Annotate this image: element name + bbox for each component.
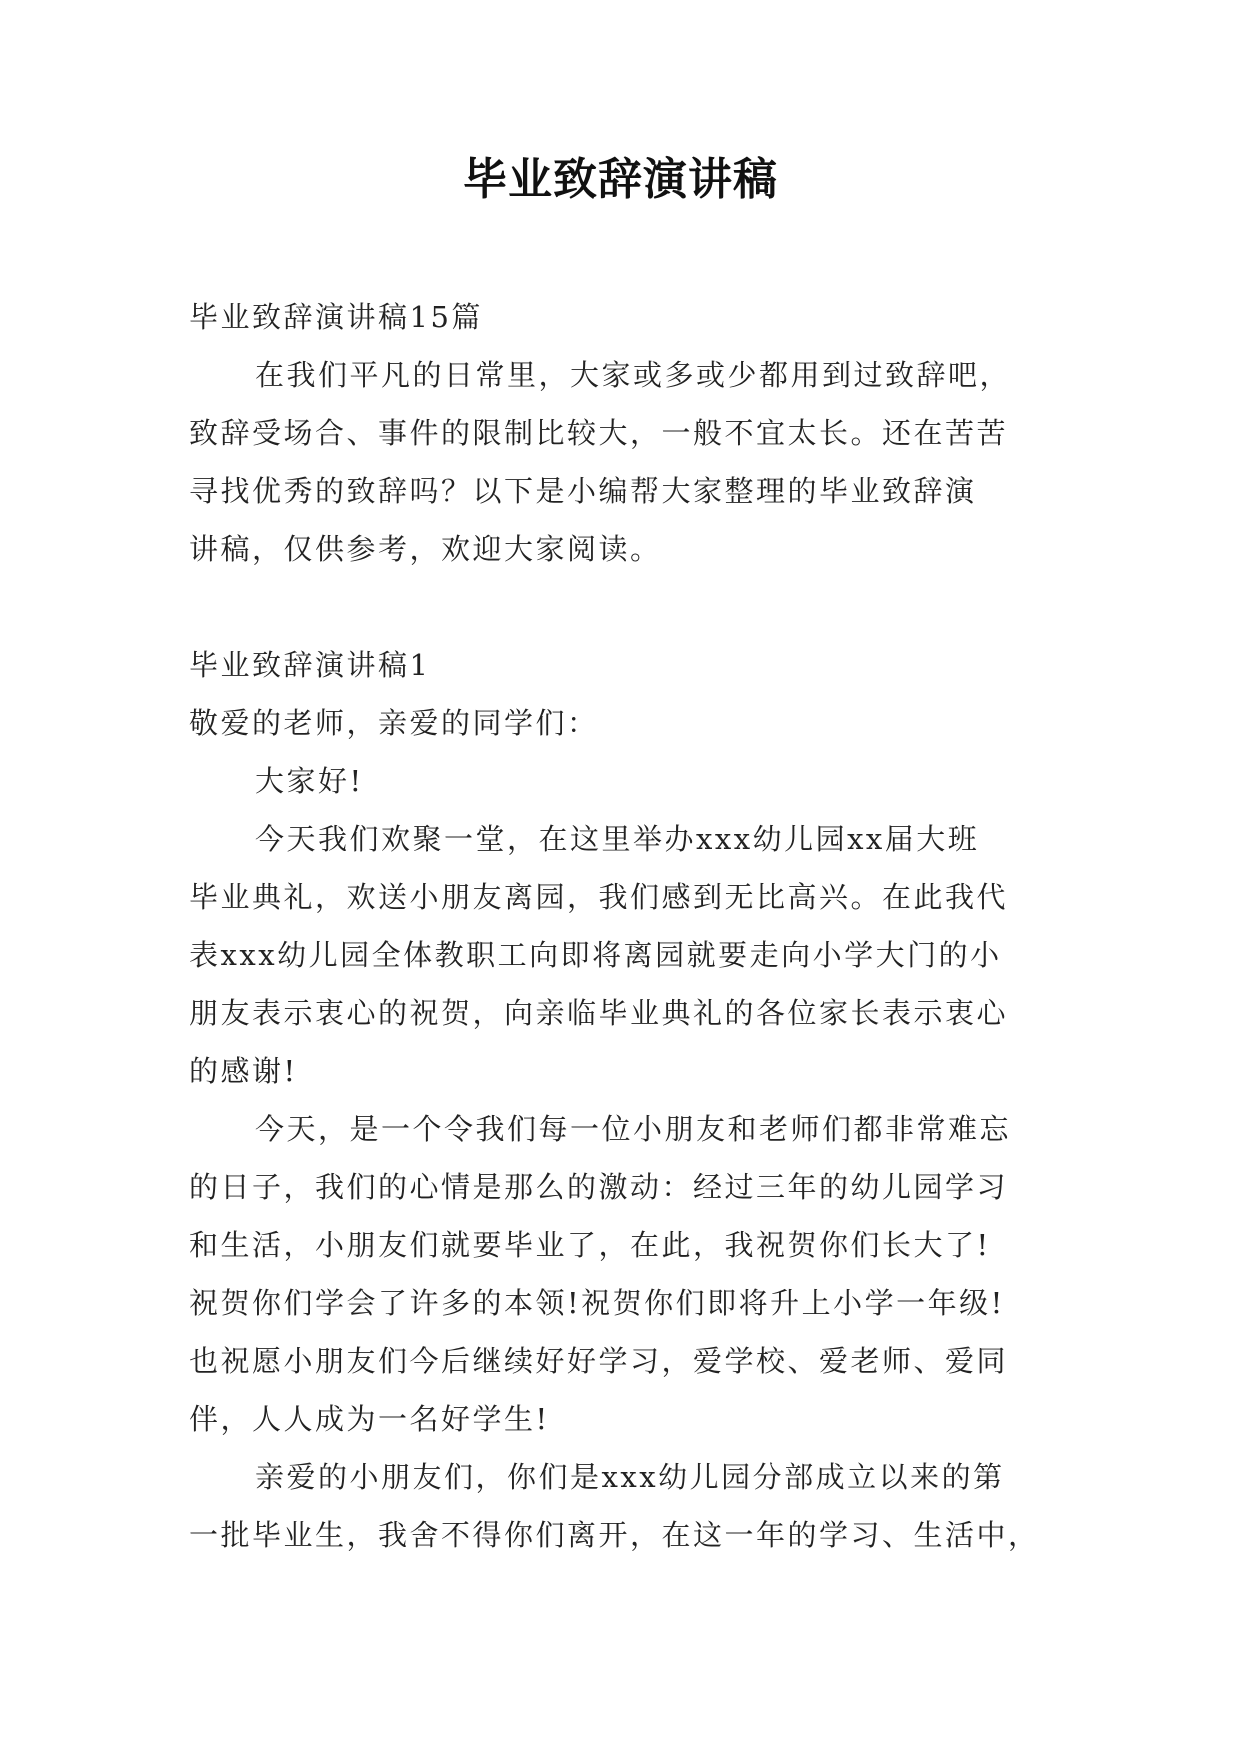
text-line: 毕业致辞演讲稿1 [189,648,431,682]
paragraph-gap [189,578,1069,636]
text-line: 和生活，小朋友们就要毕业了，在此，我祝贺你们长大了! [189,1228,991,1262]
document-body [189,288,1069,1564]
text-line: 表xxx幼儿园全体教职工向即将离园就要走向小学大门的小 [189,938,1002,972]
text-line: 朋友表示衷心的祝贺，向亲临毕业典礼的各位家长表示衷心 [189,996,1009,1030]
text-line: 今天，是一个令我们每一位小朋友和老师们都非常难忘 [255,1112,1012,1146]
document-title: 毕业致辞演讲稿 [463,154,778,205]
text-line: 今天我们欢聚一堂，在这里举办xxx幼儿园xx届大班 [255,822,980,856]
text-line: 寻找优秀的致辞吗？以下是小编帮大家整理的毕业致辞演 [189,474,977,508]
text-line: 一批毕业生，我舍不得你们离开，在这一年的学习、生活中， [189,1518,1040,1552]
text-line: 毕业致辞演讲稿15篇 [189,300,483,334]
text-line: 的感谢! [189,1054,298,1088]
text-line: 的日子，我们的心情是那么的激动：经过三年的幼儿园学习 [189,1170,1009,1204]
text-line: 在我们平凡的日常里，大家或多或少都用到过致辞吧， [255,358,1012,392]
text-line: 敬爱的老师，亲爱的同学们： [189,706,599,740]
text-line: 讲稿，仅供参考，欢迎大家阅读。 [189,532,662,566]
text-line: 伴，人人成为一名好学生! [189,1402,550,1436]
text-line: 大家好! [255,764,364,798]
text-line: 亲爱的小朋友们，你们是xxx幼儿园分部成立以来的第 [255,1460,1005,1494]
text-line: 毕业典礼，欢送小朋友离园，我们感到无比高兴。在此我代 [189,880,1009,914]
text-line: 致辞受场合、事件的限制比较大，一般不宜太长。还在苦苦 [189,416,1009,450]
text-line: 也祝愿小朋友们今后继续好好学习，爱学校、爱老师、爱同 [189,1344,1009,1378]
text-line: 祝贺你们学会了许多的本领!祝贺你们即将升上小学一年级! [189,1286,1005,1320]
